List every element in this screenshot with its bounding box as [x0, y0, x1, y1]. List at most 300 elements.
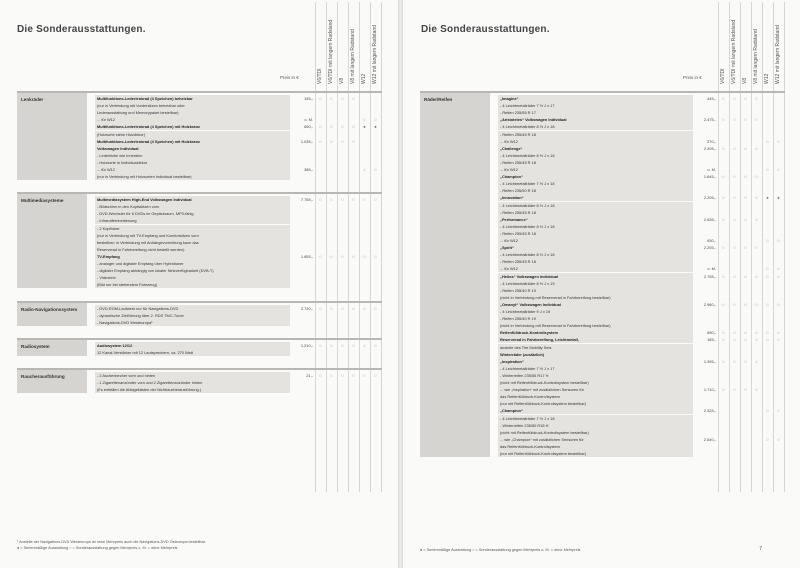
category-label: Räder/Reifen — [424, 97, 453, 102]
availability-mark — [763, 230, 772, 237]
row-description: ... für W12 — [95, 166, 290, 173]
availability-mark — [741, 315, 750, 322]
availability-mark — [752, 265, 761, 272]
availability-mark — [730, 287, 739, 294]
row-price: 2.960,- — [703, 301, 716, 307]
availability-mark — [338, 312, 347, 319]
availability-mark — [763, 315, 772, 322]
availability-mark — [774, 450, 783, 457]
table-row — [17, 123, 382, 130]
availability-mark: ○ — [755, 337, 758, 343]
availability-mark — [741, 131, 750, 138]
availability-mark — [719, 422, 728, 429]
page-title: Die Sonderausstattungen. — [421, 24, 550, 35]
availability-mark — [719, 294, 728, 301]
availability-mark — [741, 187, 750, 194]
availability-mark: ○ — [733, 337, 736, 343]
row-price — [693, 180, 718, 187]
availability-mark — [741, 159, 750, 166]
availability-mark — [774, 358, 783, 365]
availability-mark — [719, 187, 728, 194]
availability-mark — [349, 274, 358, 281]
availability-mark — [338, 152, 347, 159]
availability-mark — [752, 322, 761, 329]
availability-mark — [752, 365, 761, 372]
availability-mark — [338, 131, 347, 138]
availability-mark — [360, 260, 369, 267]
availability-mark — [730, 152, 739, 159]
row-price — [693, 443, 718, 450]
table-row — [17, 138, 382, 145]
availability-mark — [338, 349, 347, 356]
availability-mark — [741, 166, 750, 173]
availability-mark — [774, 258, 783, 265]
availability-mark — [730, 351, 739, 358]
availability-mark — [316, 131, 325, 138]
availability-mark: ○ — [330, 197, 333, 203]
availability-mark — [338, 217, 347, 224]
availability-mark — [730, 400, 739, 407]
table-row — [420, 173, 785, 180]
availability-mark: ○ — [330, 124, 333, 130]
availability-mark: ○ — [722, 117, 725, 123]
row-description: „Omanyt“ Volkswagen Individual — [498, 301, 693, 308]
row-price — [290, 379, 315, 386]
table-row — [17, 109, 382, 116]
availability-mark — [774, 244, 783, 251]
availability-mark — [327, 102, 336, 109]
availability-mark — [730, 422, 739, 429]
availability-mark — [338, 281, 347, 288]
availability-mark — [349, 349, 358, 356]
column-header-label: W12 — [361, 73, 367, 84]
row-description: - Winterreifen 235/55 R17 H — [498, 372, 693, 379]
row-description: - 4 Leichtmetallräder 8 ½ J x 18 — [498, 202, 693, 209]
availability-mark — [752, 407, 761, 414]
availability-mark: ○ — [374, 197, 377, 203]
availability-mark — [719, 280, 728, 287]
availability-mark: ○ — [330, 253, 333, 259]
availability-mark: ○ — [722, 174, 725, 180]
availability-mark — [741, 372, 750, 379]
availability-mark: ○ — [374, 373, 377, 378]
availability-mark — [316, 210, 325, 217]
row-description: - DVD-ROM-Laufwerk nur für Navigations-DVD — [95, 305, 290, 312]
availability-mark — [360, 109, 369, 116]
row-description: - Lederfarbe wie Innentrim — [95, 152, 290, 159]
availability-mark: ○ — [766, 266, 769, 272]
row-price: 1.395,- — [703, 358, 716, 364]
availability-mark — [752, 180, 761, 187]
availability-mark — [371, 210, 380, 217]
row-price — [693, 422, 718, 429]
availability-mark — [741, 308, 750, 315]
table-row — [420, 152, 785, 159]
left-page — [0, 0, 398, 568]
table-row — [17, 260, 382, 267]
availability-mark — [774, 415, 783, 422]
availability-mark — [730, 365, 739, 372]
availability-mark — [730, 202, 739, 209]
availability-mark — [327, 386, 336, 393]
availability-mark — [349, 260, 358, 267]
availability-mark: ○ — [363, 197, 366, 203]
row-price: 165,- — [707, 337, 716, 343]
availability-mark — [719, 223, 728, 230]
column-header — [730, 2, 739, 84]
availability-mark — [730, 180, 739, 187]
availability-mark: ○ — [341, 253, 344, 259]
column-header — [338, 2, 347, 84]
availability-mark — [349, 152, 358, 159]
availability-mark — [774, 393, 783, 400]
availability-mark — [774, 173, 783, 180]
table-row — [420, 351, 785, 358]
row-price — [693, 230, 718, 237]
footnotes — [17, 540, 206, 551]
availability-mark — [774, 344, 783, 351]
availability-mark — [360, 173, 369, 180]
availability-mark — [327, 379, 336, 386]
availability-mark: ○ — [341, 138, 344, 144]
availability-mark — [349, 116, 358, 123]
availability-mark — [371, 239, 380, 246]
row-description: - 1 Zigarettenanzünder vorn und 2 Zigarettenanzünder hinten — [95, 379, 290, 386]
section-3 — [17, 338, 382, 356]
table-row — [420, 422, 785, 429]
row-price — [693, 322, 718, 329]
category-label: Raucherausführung — [21, 374, 65, 379]
availability-mark — [371, 152, 380, 159]
availability-mark — [774, 429, 783, 436]
footnote-line: ● = Serienmäßige Ausstattung ○ = Sonderausstattung gegen Mehrpreis o. M. = ohne Mehrpreis — [17, 545, 178, 550]
availability-mark — [316, 166, 325, 173]
availability-mark — [327, 225, 336, 232]
availability-mark — [774, 123, 783, 130]
column-header-label: V8 — [339, 77, 345, 84]
availability-mark — [719, 365, 728, 372]
availability-mark: ○ — [341, 197, 344, 203]
availability-mark — [741, 415, 750, 422]
availability-mark — [752, 450, 761, 457]
availability-mark — [371, 246, 380, 253]
row-description: bestellbar; in Verbindung mit Anhängevorrichtung kann das — [95, 239, 290, 246]
availability-mark — [360, 267, 369, 274]
availability-mark — [316, 349, 325, 356]
availability-mark — [763, 131, 772, 138]
table-row — [420, 166, 785, 173]
table-row — [420, 194, 785, 201]
row-description: „Imagine“ — [498, 95, 693, 102]
row-price: 1.645,- — [703, 174, 716, 180]
row-price — [290, 232, 315, 239]
availability-mark — [774, 145, 783, 152]
availability-mark — [730, 209, 739, 216]
table-row — [420, 365, 785, 372]
row-price — [693, 223, 718, 230]
availability-mark — [752, 209, 761, 216]
availability-mark — [763, 223, 772, 230]
availability-mark — [360, 386, 369, 393]
row-description: „Aristoteles“ Volkswagen Individual — [498, 116, 693, 123]
availability-mark: ○ — [755, 245, 758, 251]
table-row — [420, 407, 785, 414]
row-description: - analoger und digitaler Empfang über Hybridtuner — [95, 260, 290, 267]
availability-mark — [774, 180, 783, 187]
table-row — [420, 315, 785, 322]
availability-mark — [360, 210, 369, 217]
availability-mark: ○ — [766, 301, 769, 307]
availability-mark — [316, 386, 325, 393]
table-row — [420, 308, 785, 315]
availability-mark — [316, 116, 325, 123]
availability-mark — [327, 232, 336, 239]
table-row — [420, 415, 785, 422]
availability-mark — [349, 166, 358, 173]
availability-mark — [360, 281, 369, 288]
availability-mark: ○ — [352, 197, 355, 203]
availability-mark — [774, 287, 783, 294]
row-price: 2.205,- — [703, 145, 716, 151]
availability-mark: ○ — [722, 195, 725, 201]
column-header-label: W12 mit langem Radstand — [775, 25, 781, 84]
row-description: TV-Empfang — [95, 253, 290, 260]
availability-mark — [338, 166, 347, 173]
availability-mark — [338, 225, 347, 232]
availability-mark — [741, 180, 750, 187]
availability-mark — [349, 145, 358, 152]
table-row — [420, 258, 785, 265]
availability-mark — [327, 239, 336, 246]
availability-mark — [741, 436, 750, 443]
availability-mark — [774, 102, 783, 109]
availability-mark — [349, 131, 358, 138]
row-price: 630,- — [707, 238, 716, 243]
availability-mark — [371, 386, 380, 393]
column-header-label: V6/TDI mit langem Radstand — [328, 19, 334, 84]
row-price — [290, 267, 315, 274]
availability-mark — [371, 217, 380, 224]
table-row — [17, 159, 382, 166]
availability-mark — [360, 159, 369, 166]
availability-mark — [752, 123, 761, 130]
availability-mark — [327, 246, 336, 253]
availability-mark — [338, 102, 347, 109]
availability-mark — [371, 312, 380, 319]
table-row — [420, 209, 785, 216]
availability-mark — [316, 203, 325, 210]
row-price: o. M. — [707, 167, 716, 172]
table-row — [17, 305, 382, 312]
row-description: (nur in Verbindung mit Holzsorten Individual bestellbar) — [95, 173, 290, 180]
availability-mark — [327, 274, 336, 281]
row-description: (nicht mit Reifenfülldruck-Kontrollsystem bestellbar) — [498, 429, 693, 436]
availability-mark: ○ — [722, 245, 725, 251]
row-price: 7.765,- — [300, 197, 313, 203]
table-row — [420, 187, 785, 194]
availability-mark: ○ — [777, 273, 780, 279]
availability-mark — [360, 102, 369, 109]
availability-mark — [719, 265, 728, 272]
availability-mark: ○ — [319, 197, 322, 203]
column-header — [719, 2, 728, 84]
table-row — [17, 246, 382, 253]
availability-mark — [327, 312, 336, 319]
availability-mark: ○ — [755, 216, 758, 222]
column-header — [774, 2, 783, 84]
availability-mark: ○ — [744, 301, 747, 307]
row-price — [693, 429, 718, 436]
table-row — [420, 358, 785, 365]
availability-mark — [741, 422, 750, 429]
availability-mark — [360, 138, 369, 145]
availability-mark — [730, 109, 739, 116]
availability-mark — [763, 358, 772, 365]
column-header-label: V8 mit langem Radstand — [350, 29, 356, 84]
availability-mark — [719, 287, 728, 294]
availability-mark — [371, 232, 380, 239]
availability-mark: ○ — [319, 342, 322, 348]
availability-mark — [741, 351, 750, 358]
availability-mark: ○ — [733, 117, 736, 123]
row-description: - 4 Leichtmetallräder 8 ½ J x 18 — [498, 123, 693, 130]
availability-mark — [763, 322, 772, 329]
column-header-label: V6/TDI — [317, 68, 323, 84]
availability-mark — [741, 294, 750, 301]
availability-mark — [338, 159, 347, 166]
availability-mark — [763, 202, 772, 209]
availability-mark: ○ — [744, 174, 747, 180]
availability-mark — [730, 280, 739, 287]
availability-mark — [327, 349, 336, 356]
row-price — [290, 281, 315, 288]
table-row — [420, 223, 785, 230]
table-row — [420, 386, 785, 393]
availability-mark: ○ — [777, 266, 780, 272]
availability-mark: ○ — [733, 145, 736, 151]
availability-mark — [316, 145, 325, 152]
availability-mark — [752, 237, 761, 244]
availability-mark — [730, 407, 739, 414]
row-price — [693, 109, 718, 116]
availability-mark — [371, 203, 380, 210]
availability-mark: ○ — [755, 117, 758, 123]
availability-mark: ○ — [722, 330, 725, 336]
row-price: 2.325,- — [703, 408, 716, 414]
availability-mark — [730, 223, 739, 230]
availability-mark — [741, 251, 750, 258]
table-row — [17, 95, 382, 102]
section-4 — [17, 368, 382, 393]
availability-mark — [741, 280, 750, 287]
table-row — [420, 393, 785, 400]
table-row — [420, 131, 785, 138]
availability-mark — [763, 216, 772, 223]
availability-mark — [719, 209, 728, 216]
availability-mark — [752, 351, 761, 358]
availability-mark — [774, 365, 783, 372]
availability-mark — [752, 344, 761, 351]
availability-mark: ○ — [755, 96, 758, 101]
row-price — [290, 131, 315, 138]
column-header — [763, 2, 772, 84]
availability-mark: ○ — [733, 301, 736, 307]
table-row — [17, 267, 382, 274]
availability-mark — [349, 281, 358, 288]
row-price — [693, 152, 718, 159]
table-row — [17, 173, 382, 180]
row-price: 1.655,- — [300, 253, 313, 259]
availability-mark: ○ — [341, 373, 344, 378]
availability-mark — [719, 400, 728, 407]
availability-mark — [741, 258, 750, 265]
availability-mark — [774, 315, 783, 322]
availability-mark — [763, 308, 772, 315]
availability-mark: ● — [766, 195, 769, 201]
availability-mark — [349, 246, 358, 253]
availability-mark — [719, 237, 728, 244]
availability-mark: ○ — [755, 387, 758, 393]
availability-mark — [349, 239, 358, 246]
availability-mark — [774, 131, 783, 138]
availability-mark: ○ — [352, 305, 355, 311]
row-description: - 2 Aschenbecher vorn und hinten — [95, 372, 290, 379]
availability-mark — [763, 109, 772, 116]
availability-mark — [316, 267, 325, 274]
row-price — [693, 123, 718, 130]
availability-mark — [774, 116, 783, 123]
availability-mark — [774, 280, 783, 287]
availability-mark — [763, 102, 772, 109]
row-price — [693, 344, 718, 351]
table-row — [420, 159, 785, 166]
availability-mark — [730, 415, 739, 422]
availability-mark — [349, 210, 358, 217]
row-description: (nicht in Verbindung mit Reserverad in Fahrbereifung bestellbar) — [498, 294, 693, 301]
availability-mark — [360, 152, 369, 159]
column-header — [316, 2, 325, 84]
row-price — [290, 203, 315, 210]
table-row — [420, 109, 785, 116]
availability-mark — [752, 187, 761, 194]
availability-mark: ○ — [352, 373, 355, 378]
row-price — [693, 187, 718, 194]
availability-mark — [752, 429, 761, 436]
availability-mark — [741, 344, 750, 351]
availability-mark — [774, 216, 783, 223]
category-label: Radiosystem — [21, 343, 50, 349]
row-description: das Reifenfülldruck-Kontrollsystem — [498, 393, 693, 400]
table-row — [420, 336, 785, 343]
availability-mark — [774, 294, 783, 301]
row-price — [693, 415, 718, 422]
availability-mark — [338, 260, 347, 267]
availability-mark — [730, 393, 739, 400]
availability-mark — [730, 138, 739, 145]
availability-mark — [763, 351, 772, 358]
availability-mark: ○ — [744, 195, 747, 201]
availability-mark — [774, 422, 783, 429]
row-description: „Performance“ — [498, 216, 693, 223]
availability-mark — [338, 319, 347, 326]
availability-mark — [774, 152, 783, 159]
column-header — [371, 2, 380, 84]
row-description: ... für W12 — [498, 237, 693, 244]
row-description: (nur in Verbindung mit Vordersitzen beheizbar oder — [95, 102, 290, 109]
availability-mark: ○ — [341, 342, 344, 348]
row-price: o. M. — [707, 266, 716, 272]
availability-mark — [316, 239, 325, 246]
